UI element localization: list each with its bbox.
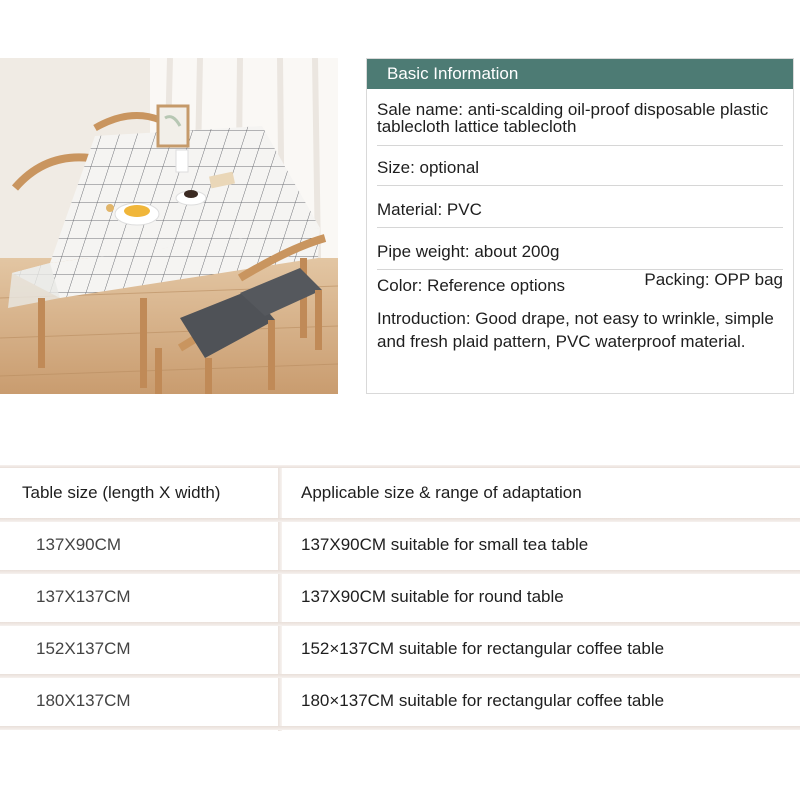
applicable-size-cell: 137X90CM suitable for round table [301, 587, 564, 606]
basic-information-title: Basic Information [367, 59, 793, 89]
table-size-cell: 137X90CM [36, 535, 122, 554]
basic-information-panel [366, 58, 794, 394]
table-row [0, 572, 800, 624]
packing-info: Packing: OPP bag [644, 270, 783, 289]
material-info: Material: PVC [377, 193, 783, 228]
size-table [0, 468, 800, 728]
table-row [0, 624, 800, 676]
color-info-row [377, 271, 783, 301]
table-size-cell: 137X137CM [36, 587, 131, 606]
applicable-size-cell: 180×137CM suitable for rectangular coffee table [301, 691, 665, 710]
table-header-row [0, 468, 800, 520]
color-info: Color: Reference options [377, 276, 566, 295]
applicable-size-cell: 152×137CM suitable for rectangular coffee table [301, 639, 665, 658]
size-info: Size: optional [377, 151, 783, 186]
table-row [0, 520, 800, 572]
product-photo [0, 58, 338, 394]
table-size-cell: 152X137CM [36, 639, 131, 658]
table-size-cell: 180X137CM [36, 691, 131, 710]
sale-name: Sale name: anti-scalding oil-proof disposable plastic tablecloth lattice tablecloth [377, 101, 783, 146]
header-applicable-size: Applicable size & range of adaptation [301, 483, 582, 502]
tablecloth-photo-illustration [0, 58, 338, 394]
introduction-info: Introduction: Good drape, not easy to wrinkle, simple and fresh plaid pattern, PVC waterproof material. [377, 309, 774, 351]
weight-info: Pipe weight: about 200g [377, 235, 783, 270]
applicable-size-cell: 137X90CM suitable for small tea table [301, 535, 589, 554]
header-table-size: Table size (length X width) [22, 483, 221, 502]
table-row [0, 676, 800, 728]
